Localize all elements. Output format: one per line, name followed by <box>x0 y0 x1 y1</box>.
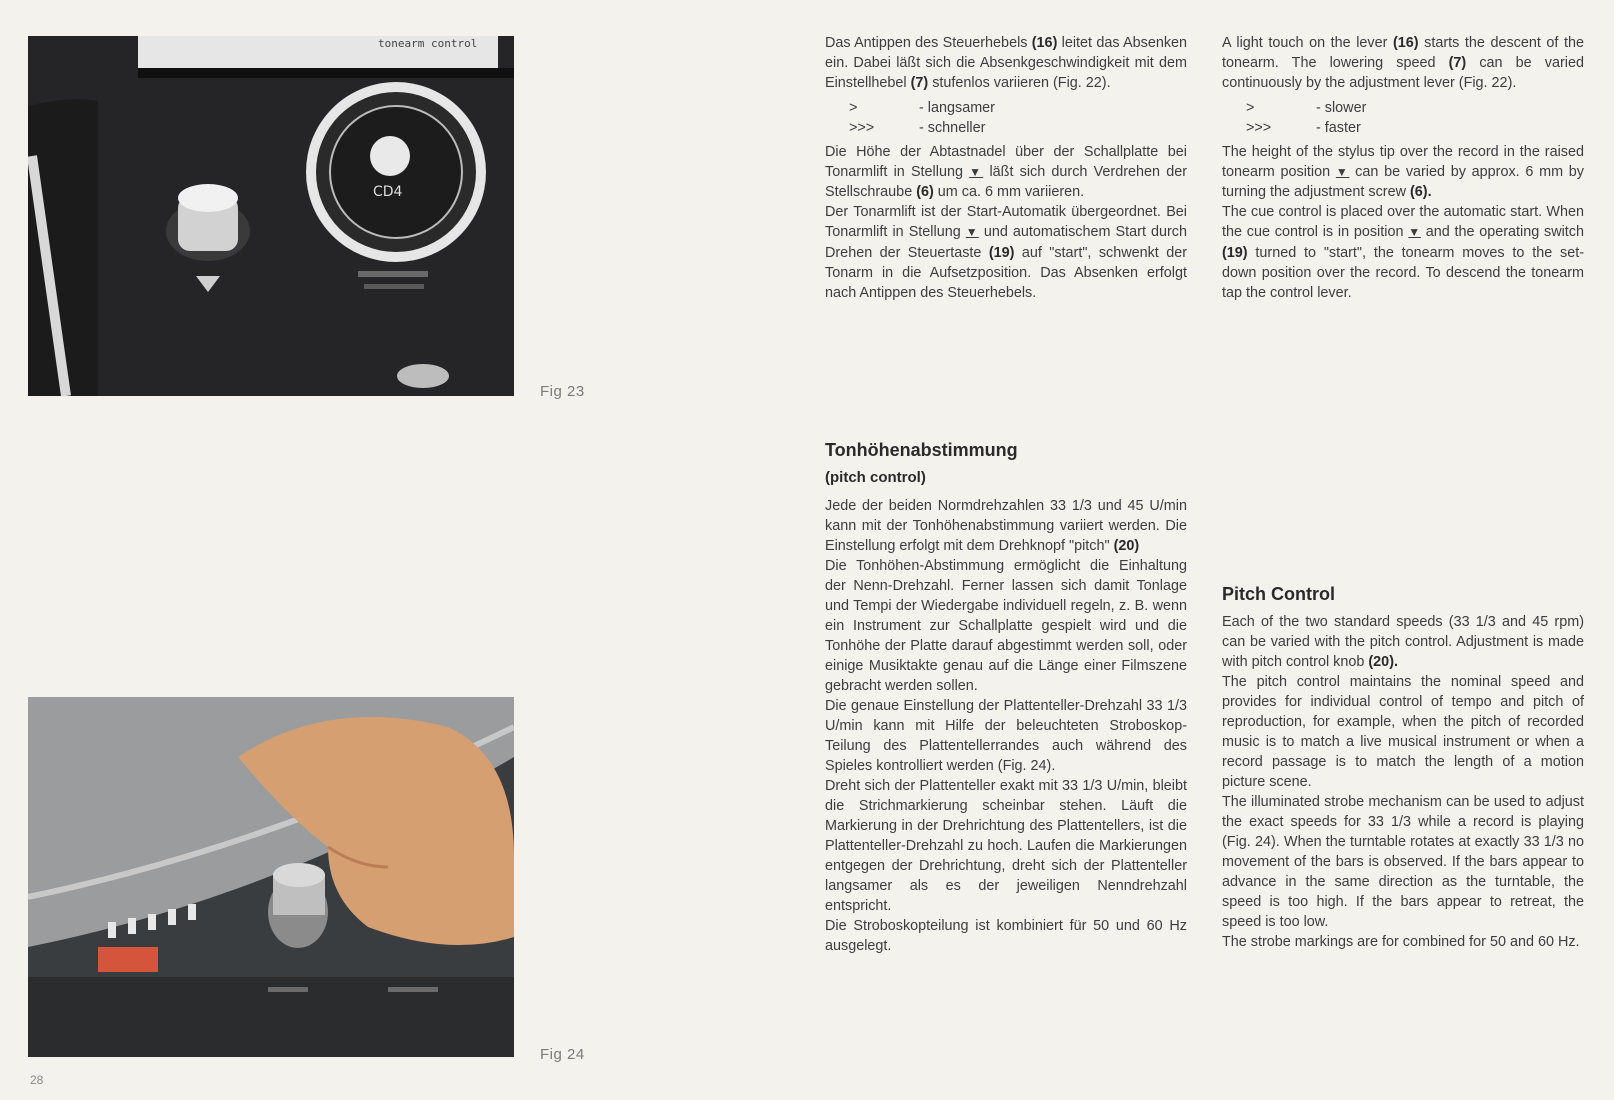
english-paragraph-1: A light touch on the lever (16) starts the descent of the tonearm. The lowering speed (7) can be varied continuously by the adjustment lever (Fig. 22). <box>1222 35 1584 92</box>
german-paragraph-8: Die Stroboskopteilung ist kombiniert für 50 und 60 Hz ausgelegt. <box>825 918 1187 954</box>
english-paragraph-4: Each of the two standard speeds (33 1/3 and 45 rpm) can be varied with the pitch control. Adjustment is made with pitch control knob (20). <box>1222 614 1584 670</box>
german-pitch-section <box>825 440 1187 956</box>
fig-24-photo <box>28 697 514 1057</box>
german-speed-list: > - langsamer >>> - schneller <box>849 99 995 136</box>
german-paragraph-4: Jede der beiden Normdrehzahlen 33 1/3 und 45 U/min kann mit der Tonhöhenabstimmung variiert werden. Die Einstellung erfolgt mit dem Drehknopf "pitch" (20) <box>825 498 1187 554</box>
german-paragraph-2: Die Höhe der Abtastnadel über der Schallplatte bei Tonarmlift in Stellung ▼ läßt sich durch Verdrehen der Stellschraube (6) um ca. 6 mm variieren. <box>825 143 1188 201</box>
german-section-title: Tonhöhenabstimmung <box>825 440 1018 460</box>
english-paragraph-5: The pitch control maintains the nominal speed and provides for individual control of tempo and pitch of reproduction, for example, when the pitch of recorded music is to match a live musical instrument or when a record passage is to match the length of a motion picture scene. <box>1222 674 1584 790</box>
english-section-title: Pitch Control <box>1222 584 1335 604</box>
english-paragraph-3: The cue control is placed over the automatic start. When the cue control is in position ▼ and the operating switch (19) turned to "start", the tonearm moves to the set-down position over the record. To descend the tonearm tap the control lever. <box>1222 204 1585 302</box>
fig-23-caption: Fig 23 <box>540 383 585 400</box>
fig-23-photo <box>28 36 514 396</box>
lift-down-triangle-icon: ▼ <box>965 225 979 240</box>
german-paragraph-7: Dreht sich der Plattenteller exakt mit 33 1/3 U/min, bleibt die Strichmarkierung scheinbar stehen. Läuft die Markierung in der Drehrichtung des Plattentellers, ist die Plattenteller-Drehzahl zu hoch. Laufen die Markierungen entgegen der Drehrichtung, dreht sich der Plattenteller langsamer als es der jeweiligen Nenndrehzahl entspricht. <box>825 778 1187 914</box>
german-section-subtitle: (pitch control) <box>825 469 926 486</box>
english-paragraph-7: The strobe markings are for combined for 50 and 60 Hz. <box>1222 934 1580 950</box>
lift-down-triangle-icon: ▼ <box>1335 164 1350 179</box>
fig-24-caption: Fig 24 <box>540 1046 585 1063</box>
english-speed-list: > - slower >>> - faster <box>1246 99 1367 136</box>
german-paragraph-5: Die Tonhöhen-Abstimmung ermöglicht die Einhaltung der Nenn-Drehzahl. Ferner lassen sich damit Tonlage und Tempi der Wiedergabe individuell regeln, z. B. wenn ein Instrument zur Schallplatte gespielt wird und die Tonhöhe der Platte darauf abgestimmt werden soll, oder einige Musiktakte genau auf die Länge einer Filmszene gebracht werden sollen. <box>825 558 1187 694</box>
fig-23-dial-text: CD4 <box>373 184 403 200</box>
english-paragraph-6: The illuminated strobe mechanism can be used to adjust the exact speeds for 33 1/3 while a record is playing (Fig. 24). When the turntable rotates at exactly 33 1/3 no movement of the bars is observed. If the bars appear to advance in the same direction as the turntable, the speed is too high. If the bars appear to retreat, the speed is too low. <box>1222 794 1584 930</box>
english-paragraph-2: The height of the stylus tip over the record in the raised tonearm position ▼ can be varied by approx. 6 mm by turning the adjustment screw (6). <box>1222 143 1584 201</box>
english-pitch-section <box>1222 584 1584 952</box>
german-paragraph-3: Der Tonarmlift ist der Start-Automatik übergeordnet. Bei Tonarmlift in Stellung ▼ und automatischem Start durch Drehen der Steuertaste (19) auf "start", schwenkt der Tonarm in die Aufsetzposition. Das Absenken erfolgt nach Antippen des Steuerhebels. <box>825 204 1188 302</box>
lift-down-triangle-icon: ▼ <box>1408 225 1421 240</box>
german-paragraph-6: Die genaue Einstellung der Plattenteller-Drehzahl 33 1/3 U/min kann mit Hilfe der beleuchteten Stroboskop-Teilung des Plattentellerrandes auch während des Spieles kontrolliert werden (Fig. 24). <box>825 698 1187 774</box>
english-column-top <box>1222 33 1584 303</box>
german-column-top <box>825 33 1187 303</box>
page-number: 28 <box>30 1073 44 1087</box>
lift-down-triangle-icon: ▼ <box>969 164 984 179</box>
fig-23-label-strip: tonearm control <box>378 37 478 50</box>
german-paragraph-1: Das Antippen des Steuerhebels (16) leitet das Absenken ein. Dabei läßt sich die Absenkgeschwindigkeit mit dem Einstellhebel (7) stufenlos variieren (Fig. 22). <box>825 35 1188 92</box>
